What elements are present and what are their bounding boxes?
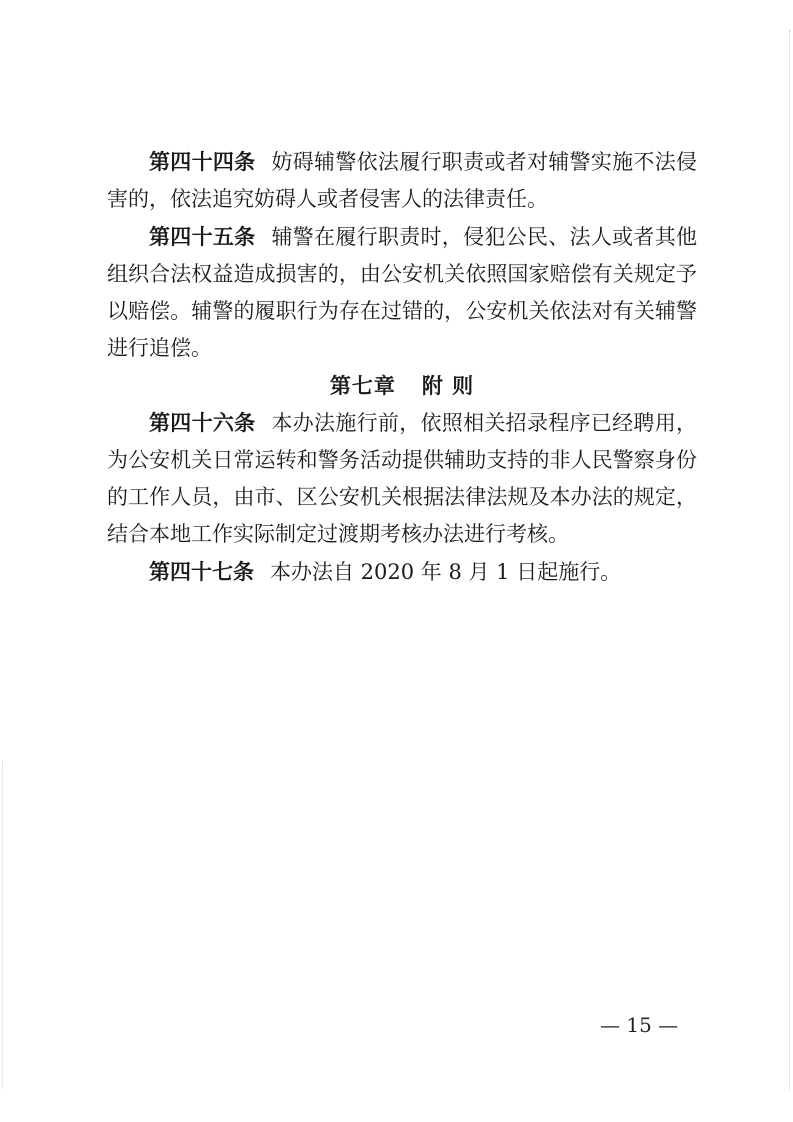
article-number: 第四十七条: [149, 559, 254, 584]
article-text: 本办法施行前，依照相关招录程序已经聘用，为公安机关日常运转和警务活动提供辅助支持的非人民警察身份的工作人员，由市、区公安机关根据法律法规及本办法的规定，结合本地工作实际制定过渡期考核办法进行考核。: [107, 411, 698, 546]
article-number: 第四十五条: [149, 224, 256, 249]
page-number: — 15 —: [600, 1013, 679, 1037]
page-edge-right: [788, 30, 790, 1090]
article-44: [107, 143, 697, 218]
article-46: [107, 404, 697, 553]
document-body: [107, 143, 697, 591]
article-text: 本办法自 2020 年 8 月 1 日起施行。: [270, 560, 622, 584]
page-edge-left: [2, 760, 4, 1090]
article-45: [107, 218, 697, 367]
chapter-heading: [107, 367, 697, 404]
article-number: 第四十四条: [149, 149, 256, 174]
article-number: 第四十六条: [149, 410, 256, 435]
article-47: [107, 553, 697, 591]
chapter-number: 第七章: [329, 373, 396, 398]
chapter-title: 附 则: [421, 373, 475, 398]
article-text: 辅警在履行职责时，侵犯公民、法人或者其他组织合法权益造成损害的，由公安机关依照国家赔偿有关规定予以赔偿。辅警的履职行为存在过错的，公安机关依法对有关辅警进行追偿。: [107, 225, 698, 360]
article-text: 妨碍辅警依法履行职责或者对辅警实施不法侵害的，依法追究妨碍人或者侵害人的法律责任。: [107, 150, 698, 211]
